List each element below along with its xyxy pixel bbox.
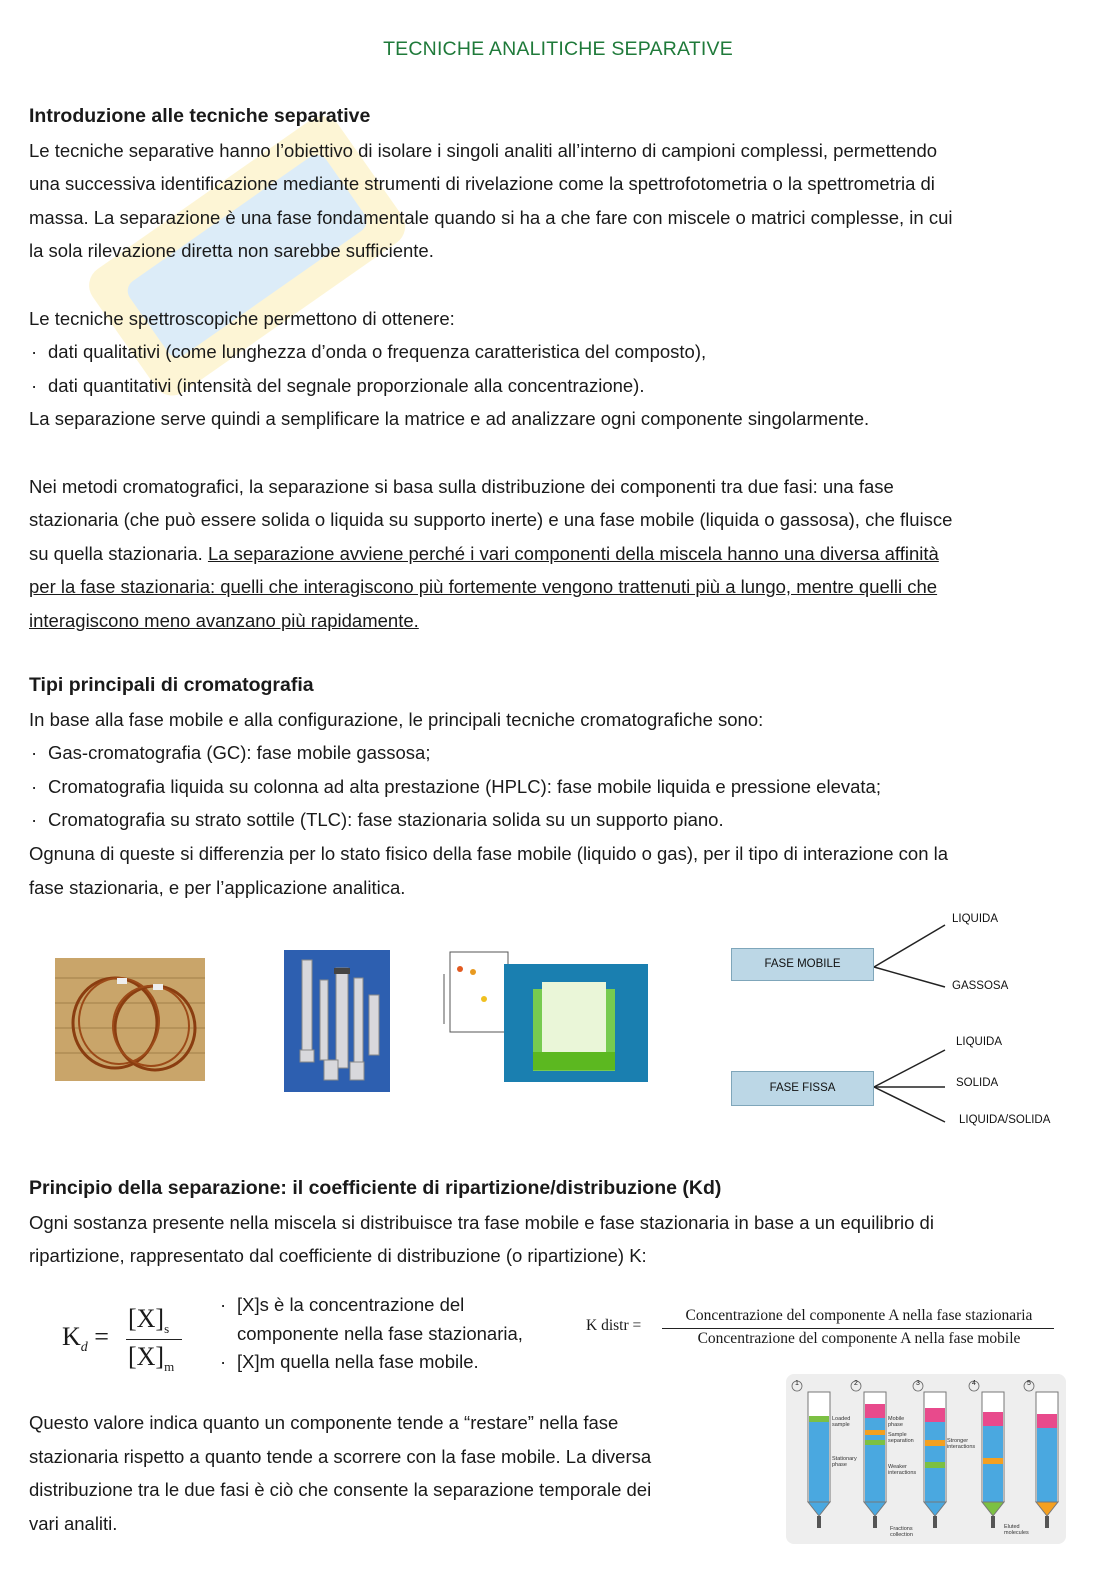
paragraph-line: La separazione serve quindi a semplificare la matrice e ad analizzare ogni componente singolarmente. [29, 408, 870, 430]
section-introduction [29, 100, 1089, 638]
paragraph-line: Ogni sostanza presente nella miscela si distribuisce tra fase mobile e fase stazionaria in base a un equilibrio di [29, 1211, 934, 1233]
column-3 [924, 1392, 946, 1528]
formula-numerator [128, 1304, 169, 1337]
column-2 [864, 1392, 886, 1528]
formula-legend [218, 1291, 523, 1377]
kd-formula: $K_d$ = $[X]_s$ $[X]_m$ [62, 1302, 202, 1382]
list-item: · dati quantitativi (intensità del segnale proporzionale alla concentrazione). [29, 369, 1089, 403]
kdistr-formula [586, 1305, 1066, 1355]
list-item: · dati qualitativi (come lunghezza d’onda o frequenza caratteristica del composto), [29, 335, 1089, 369]
column-5-sample-band [1037, 1414, 1057, 1428]
column-3-sample-band [925, 1408, 945, 1422]
step-number: 3 [916, 1380, 920, 1387]
label-stationary-phase: Stationary phase [832, 1456, 857, 1468]
label-loaded-sample: Loaded sample [832, 1416, 851, 1428]
fase-mobile-box: FASE MOBILE [731, 948, 874, 981]
fissa-option-liquida: LIQUIDA [956, 1036, 1003, 1048]
label-fractions-collection: Fractions collection [890, 1526, 913, 1538]
label-weaker-interactions: Weaker interactions [888, 1464, 917, 1476]
section-types [29, 669, 1089, 904]
column-1-sample-band [809, 1416, 829, 1422]
underlined-line: interagiscono meno avanzano più rapidamente. [29, 609, 419, 631]
list-item: · Cromatografia liquida su colonna ad alta prestazione (HPLC): fase mobile liquida e pressione elevata; [29, 770, 1089, 804]
paragraph-line: Le tecniche spettroscopiche permettono di ottenere: [29, 307, 455, 329]
formula-denominator [128, 1342, 174, 1375]
section-heading: Tipi principali di cromatografia [29, 674, 314, 696]
paragraph-line: distribuzione tra le due fasi è ciò che consente la separazione temporale dei [29, 1479, 652, 1501]
paragraph-line [29, 537, 1089, 571]
underlined-line: per la fase stazionaria: quelli che interagiscono più fortemente vengono trattenuti più a lungo, mentre quelli che [29, 576, 938, 598]
step-number: 4 [972, 1380, 976, 1387]
formula-k: K [62, 1322, 81, 1351]
paragraph-line: fase stazionaria, e per l’applicazione analitica. [29, 876, 406, 898]
paragraph-line: massa. La separazione è una fase fondamentale quando si ha a che fare con miscele o matrici complesse, in cui [29, 206, 953, 228]
section-heading: Introduzione alle tecniche separative [29, 105, 371, 127]
column-4 [982, 1392, 1004, 1528]
paragraph-line: una successiva identificazione mediante strumenti di rivelazione come la spettrofotometria o la spettrometria di [29, 173, 935, 195]
step-number: 1 [795, 1380, 799, 1387]
plain-text: su quella stazionaria. [29, 542, 208, 564]
formula-num-sub: s [164, 1321, 170, 1337]
hplc-columns-photo [284, 950, 390, 1092]
formula-den-text: [X] [128, 1342, 165, 1371]
section-principle-closing [29, 1406, 759, 1540]
mobile-option-gassosa: GASSOSA [952, 980, 1009, 992]
list-item: · [X]m quella nella fase mobile. [218, 1348, 523, 1377]
kdistr-numerator: Concentrazione del componente A nella fase stazionaria [685, 1307, 1033, 1324]
list-item: · [X]s è la concentrazione del [218, 1291, 523, 1320]
column-5 [1036, 1392, 1058, 1528]
kdistr-denominator: Concentrazione del componente A nella fase mobile [697, 1330, 1021, 1347]
kdistr-bar [662, 1328, 1054, 1329]
step-number: 2 [854, 1380, 858, 1387]
paragraph-line: Questo valore indica quanto un componente tende a “restare” nella fase [29, 1412, 619, 1433]
list-item: · Cromatografia su strato sottile (TLC): fase stazionaria solida su un supporto piano. [29, 803, 1089, 837]
list-item-continued: componente nella fase stazionaria, [237, 1322, 523, 1344]
paragraph-line: vari analiti. [29, 1512, 118, 1534]
paragraph-line: In base alla fase mobile e alla configurazione, le principali tecniche cromatografiche sono: [29, 708, 764, 730]
paragraph-line: Ognuna di queste si differenzia per lo stato fisico della fase mobile (liquido o gas), per il tipo di interazione con la [29, 842, 949, 864]
fissa-option-solida: SOLIDA [956, 1077, 999, 1089]
label-eluted-molecules: Eluted molecules [1004, 1524, 1029, 1536]
columns-drawing [786, 1374, 1066, 1544]
column-1 [808, 1392, 830, 1528]
label-sample-separation: Sample separation [888, 1432, 914, 1444]
formula-num-text: [X] [128, 1304, 165, 1333]
label-mobile-phase: Mobile phase [888, 1416, 905, 1428]
label-stronger-interactions: Stronger interactions [947, 1438, 976, 1450]
step-number: 5 [1027, 1380, 1031, 1387]
section-principle [29, 1172, 1089, 1273]
section-heading: Principio della separazione: il coefficiente di ripartizione/distribuzione (Kd) [29, 1177, 722, 1199]
formula-den-sub: m [164, 1359, 175, 1375]
paragraph-line: stazionaria (che può essere solida o liquida su supporto inerte) e una fase mobile (liquida o gassosa), che fluisce [29, 509, 953, 531]
gc-column-photo [55, 958, 205, 1081]
paragraph-line: stazionaria rispetto a quanto tende a scorrere con la fase mobile. La diversa [29, 1445, 652, 1467]
paragraph-line: ripartizione, rappresentato dal coefficiente di distribuzione (o ripartizione) K: [29, 1245, 647, 1267]
paragraph-line: la sola rilevazione diretta non sarebbe sufficiente. [29, 240, 434, 262]
paragraph-line: Le tecniche separative hanno l’obiettivo di isolare i singoli analiti all’interno di campioni complessi, permettendo [29, 139, 938, 161]
kdistr-label: K distr = [586, 1317, 642, 1334]
mobile-option-liquida: LIQUIDA [952, 913, 999, 925]
formula-k-sub: d [80, 1340, 88, 1356]
column-2-sample-band [865, 1404, 885, 1418]
list-item: · Gas-cromatografia (GC): fase mobile gassosa; [29, 736, 1089, 770]
tlc-photo [438, 944, 648, 1084]
document-title: TECNICHE ANALITICHE SEPARATIVE [383, 38, 733, 60]
column-4-sample-band [983, 1412, 1003, 1426]
column-chromatography-figure [786, 1374, 1066, 1544]
fraction-bar [126, 1339, 182, 1340]
underlined-text: La separazione avviene perché i vari componenti della miscela hanno una diversa affinità [207, 542, 939, 564]
fissa-option-liquida-solida: LIQUIDA/SOLIDA [959, 1114, 1051, 1126]
fase-fissa-box: FASE FISSA [731, 1071, 874, 1106]
paragraph-line: Nei metodi cromatografici, la separazione si basa sulla distribuzione dei componenti tra due fasi: una fase [29, 475, 894, 497]
